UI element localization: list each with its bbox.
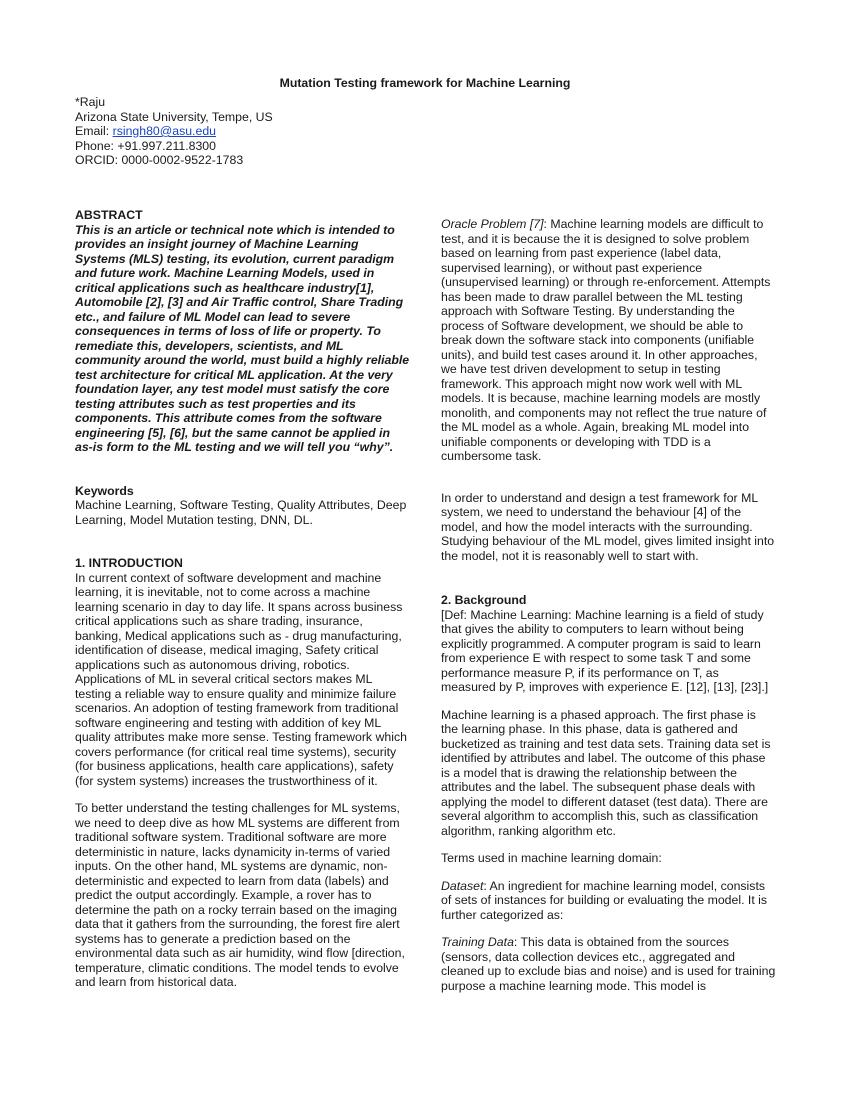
introduction-paragraph-1: In current context of software development and machine learning, it is inevitable, not to come across a machine learning scenario in day to day life. It spans across business critical applications such as share trading, insurance, banking, Medical applications such as - drug manufacturing, identification of disease, medical imaging, Safety critical applications such as autonomous driving, robotics. Applications of ML in several critical sectors makes ML testing a reliable way to ensure quality and minimize failure scenarios. An adoption of testing framework from traditional software engineering and testing with addition of key ML quality attributes make more sense. Testing framework which covers performance (for critical real time systems), security (for business applications, health care applications), safety (for system systems) increases the trustworthiness of it. xyxy=(75,570,407,788)
introduction-paragraph-2: To better understand the testing challenges for ML systems, we need to deep dive as how ML systems are different from traditional software system. Traditional software are more deterministic in nature, lacks dynamicity in-terms of varied inputs. On the other hand, ML systems are dynamic, non-deterministic and expected to learn from data (labels) and predict the output accordingly. Example, a rover has to determine the path on a rocky terrain based on the imaging data that it gathers from the surrounding, the forest fire alert systems has to generate a prediction based on the environmental data such as air humidity, wind flow [direction, temperature, climatic conditions. The model tends to evolve and learn from historical data. xyxy=(75,801,405,989)
terms-intro: Terms used in machine learning domain: xyxy=(441,851,662,865)
training-data-paragraph xyxy=(441,935,776,993)
ml-definition: [Def: Machine Learning: Machine learning is a field of study that gives the ability to computers to learn without being explicitly programmed. A computer program is said to learn from experience E with respect to some task T and some performance measure P, if its performance on T, as measured by P, improves with experience E. [12], [13], [23].] xyxy=(441,607,769,694)
training-data-body: : This data is obtained from the sources (sensors, data collection devices etc., aggregated and cleaned up to exclude bias and noise) and is used for training purpose a machine learning mode. This model is xyxy=(441,935,776,993)
dataset-paragraph xyxy=(441,879,776,923)
author-name: *Raju xyxy=(75,95,106,109)
author-orcid: ORCID: 0000-0002-9522-1783 xyxy=(75,153,244,167)
page-title: Mutation Testing framework for Machine Learning xyxy=(279,76,571,90)
background-heading: 2. Background xyxy=(441,593,527,607)
author-block xyxy=(75,95,575,168)
background-paragraph-2: Machine learning is a phased approach. The first phase is the learning phase. In this phase, data is gathered and bucketized as training and test data sets. Training data set is identified by attributes and label. The outcome of this phase is a model that is drawing the relationship between the attributes and the label. The subsequent phase deals with applying the model to different dataset (test data). There are several algorithm to accomplish this, such as classification algorithm, ranking algorithm etc. xyxy=(441,707,771,838)
author-affiliation: Arizona State University, Tempe, US xyxy=(75,109,273,124)
oracle-problem-label: Oracle Problem [7] xyxy=(441,217,544,231)
dataset-label: Dataset xyxy=(441,878,484,893)
dataset-body: : An ingredient for machine learning model, consists of sets of instances for building or evaluating the model. It is further categorized as: xyxy=(441,878,768,922)
email-link[interactable]: rsingh80@asu.edu xyxy=(112,124,217,138)
keywords-heading: Keywords xyxy=(75,483,134,498)
left-column xyxy=(75,208,410,990)
right-column xyxy=(441,217,776,993)
email-label: Email: xyxy=(75,124,113,138)
abstract-body: This is an article or technical note which is intended to provides an insight journey of Machine Learning Systems (MLS) testing, its evolution, current paradigm and future work. Machine Learning Models, used in critical applications such as healthcare industry[1], Automobile [2], [3] and Air Traffic control, Share Trading etc., and failure of ML Model can lead to severe consequences in terms of loss of life or property. To remediate this, developers, scientists, and ML community around the world, must build a highly reliable test architecture for critical ML application. At the very foundation layer, any test model must satisfy the core testing attributes such as test properties and its components. This attribute comes from the software engineering [5], [6], but the same cannot be applied in as-is form to the ML testing and we will tell you “why”. xyxy=(75,222,410,454)
introduction-heading: 1. INTRODUCTION xyxy=(75,556,183,570)
understand-paragraph: In order to understand and design a test framework for ML system, we need to understand the behaviour [4] of the model, and how the model interacts with the surrounding. Studying behaviour of the ML model, gives limited insight into the model, not it is reasonably well to start with. xyxy=(441,490,775,563)
abstract-heading: ABSTRACT xyxy=(75,208,143,222)
oracle-problem-body: : Machine learning models are difficult to test, and it is because the it is designed to solve problem based on learning from past experience (label data, supervised learning), or without past experience (unsupervised learning) or through re-enforcement. Attempts has been made to draw parallel between the ML testing approach with Software Testing. By understanding the process of Software development, we should be able to break down the software stack into components (unifiable units), and build test cases around it. In other approaches, we have test driven development to setup in testing framework. This approach might now work well with ML models. It is because, machine learning models are mostly monolith, and components may not reflect the true nature of the ML model as a whole. Again, breaking ML model into unifiable components or developing with TDD is a cumbersome task. xyxy=(441,217,771,463)
oracle-problem-paragraph xyxy=(441,217,776,464)
keywords-body: Machine Learning, Software Testing, Quality Attributes, Deep Learning, Model Mutation testing, DNN, DL. xyxy=(75,498,407,527)
training-data-label: Training Data xyxy=(441,935,514,949)
author-email-line xyxy=(75,124,575,139)
author-phone: Phone: +91.997.211.8300 xyxy=(75,138,216,153)
